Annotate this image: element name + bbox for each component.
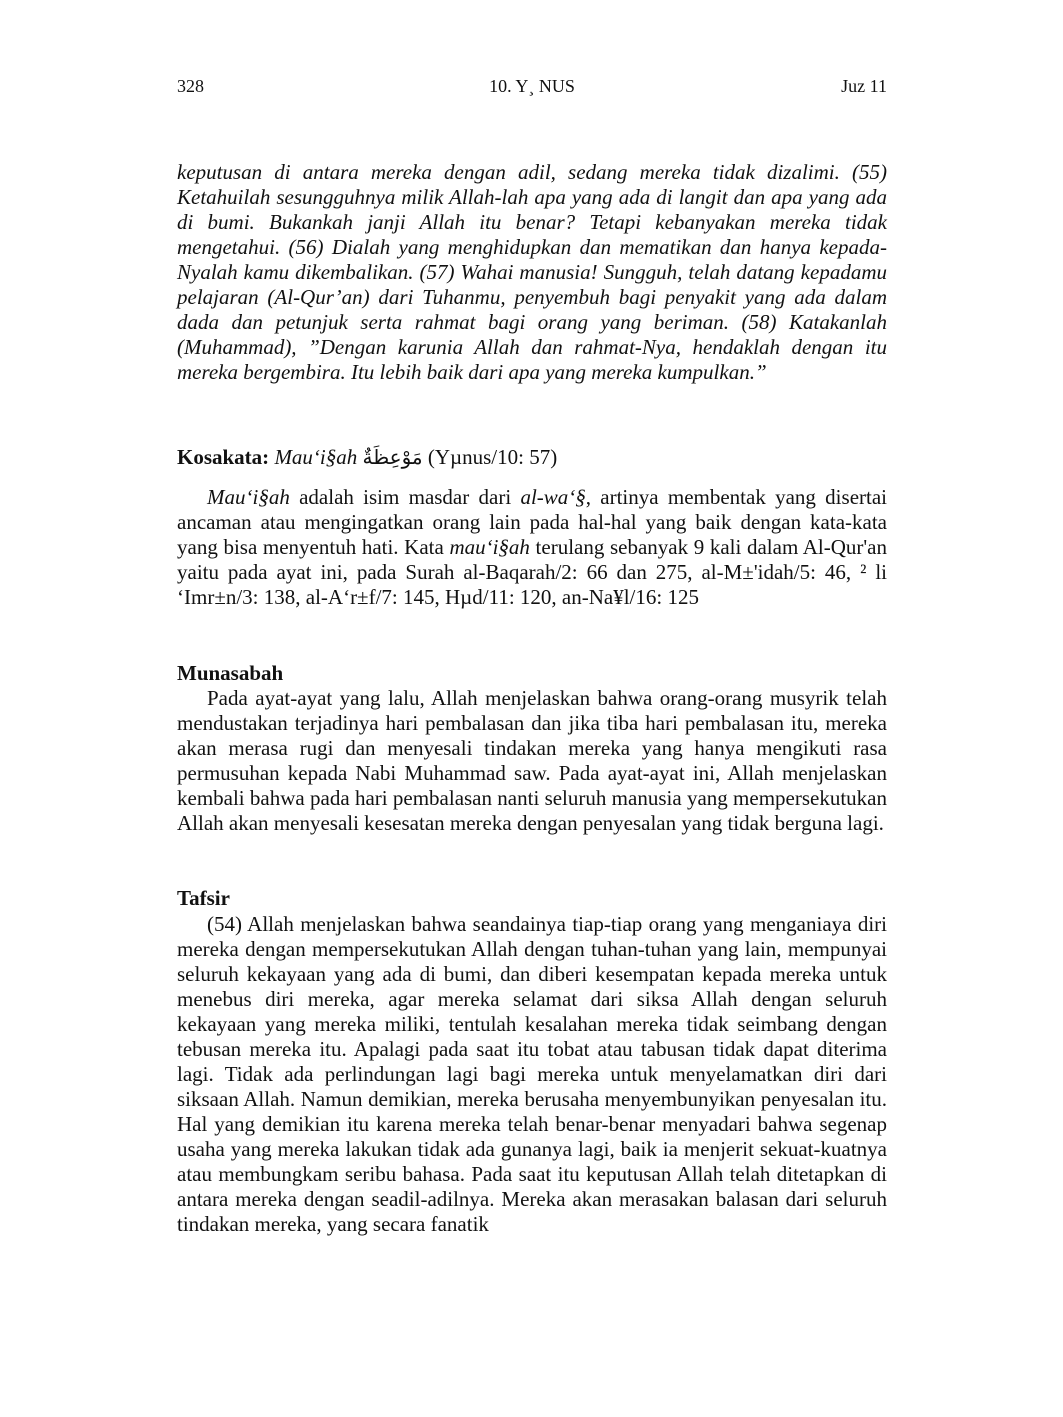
kosakata-body-text-3: terulang sebanyak 9 kali dalam Al-Qur'an yaitu pada ayat ini, pada Surah al-Baqarah/2: 66 dan 275, al-M±'idah/5: 46, ² li ‘Imr±n/3: 138, al-A‘r±f/7: 145, Hµd/11: 120, an-Na¥l/16: 125 bbox=[177, 535, 887, 609]
tafsir-paragraph: (54) Allah menjelaskan bahwa seandainya tiap-tiap orang yang menganiaya diri mereka dengan mempersekutukan Allah dengan tuhan-tuhan yang lain, mempunyai seluruh kekayaan yang ada di bumi, dan diberi kesempatan kepada mereka untuk menebus diri mereka, agar mereka selamat dari siksa Allah dengan seluruh kekayaan yang mereka miliki, tentulah kesalahan mereka tidak seimbang dengan tebusan mereka itu. Apalagi pada saat itu tobat atau tabusan tidak dapat diterima lagi. Tidak ada perlindungan lagi bagi mereka untuk menyelamatkan diri dari siksaan Allah. Namun demikian, mereka berusaha menyembunyikan penyesalan itu. Hal yang demikian itu karena mereka telah benar-benar menyadari bahwa segenap usaha yang mereka lakukan tidak ada gunanya lagi, baik ia menjerit sekuat-kuatnya atau membungkam seribu bahasa. Pada saat itu keputusan Allah telah ditetapkan di antara mereka dengan seadil-adilnya. Mereka akan merasakan balasan dari seluruh tindakan mereka, yang secara fanatik bbox=[177, 912, 887, 1236]
munasabah-paragraph: Pada ayat-ayat yang lalu, Allah menjelaskan bahwa orang-orang musyrik telah mendustakan terjadinya hari pembalasan dan jika tiba hari pembalasan itu, mereka akan merasa rugi dan menyesali tindakan mereka yang hanya mengikuti rasa permusuhan kepada Nabi Muhammad saw. Pada ayat-ayat ini, Allah menjelaskan kembali bahwa pada hari pembalasan nanti seluruh manusia yang mempersekutukan Allah akan menyesali kesesatan mereka dengan penyesalan yang tidak berguna lagi. bbox=[177, 686, 887, 835]
kosakata-paragraph bbox=[177, 485, 887, 610]
kosakata-body-text-1: adalah isim masdar dari bbox=[289, 485, 521, 509]
juz-label: Juz 11 bbox=[841, 76, 887, 96]
kosakata-label: Kosakata: bbox=[177, 445, 270, 469]
kosakata-arabic: مَوْعِظَةٌ bbox=[362, 445, 423, 469]
munasabah-heading: Munasabah bbox=[177, 661, 284, 685]
verse-translation: keputusan di antara mereka dengan adil, sedang mereka tidak dizalimi. (55) Ketahuilah sesungguhnya milik Allah-lah apa yang ada di langit dan apa yang ada di bumi. Bukankah janji Allah itu benar? Tetapi kebanyakan mereka tidak mengetahui. (56) Dialah yang menghidupkan dan mematikan dan hanya kepada-Nyalah kamu dikembalikan. (57) Wahai manusia! Sungguh, telah datang kepadamu pelajaran (Al-Qur’an) dari Tuhanmu, penyembuh bagi penyakit yang ada dalam dada dan petunjuk serta rahmat bagi orang yang beriman. (58) Katakanlah (Muhammad), ”Dengan karunia Allah dan rahmat-Nya, hendaklah dengan itu mereka bergembira. Itu lebih baik dari apa yang mereka kumpulkan.” bbox=[177, 160, 887, 384]
kosakata-body-root: al-wa‘§ bbox=[520, 485, 586, 509]
page-number: 328 bbox=[177, 76, 204, 96]
kosakata-body-term-2: mau‘i§ah bbox=[449, 535, 530, 559]
tafsir-heading: Tafsir bbox=[177, 886, 230, 910]
kosakata-heading bbox=[177, 443, 887, 471]
kosakata-body-text-2: , artinya membentak yang disertai ancaman atau mengingatkan orang lain pada hal-hal yang baik dengan kata-kata yang bisa menyentuh hati. Kata bbox=[177, 485, 887, 559]
kosakata-reference: (Yµnus/10: 57) bbox=[427, 445, 558, 469]
kosakata-body-term: Mau‘i§ah bbox=[207, 485, 290, 509]
chapter-title: 10. Y¸ NUS bbox=[489, 76, 575, 96]
kosakata-term: Mau‘i§ah bbox=[274, 445, 358, 469]
running-header bbox=[177, 76, 887, 100]
